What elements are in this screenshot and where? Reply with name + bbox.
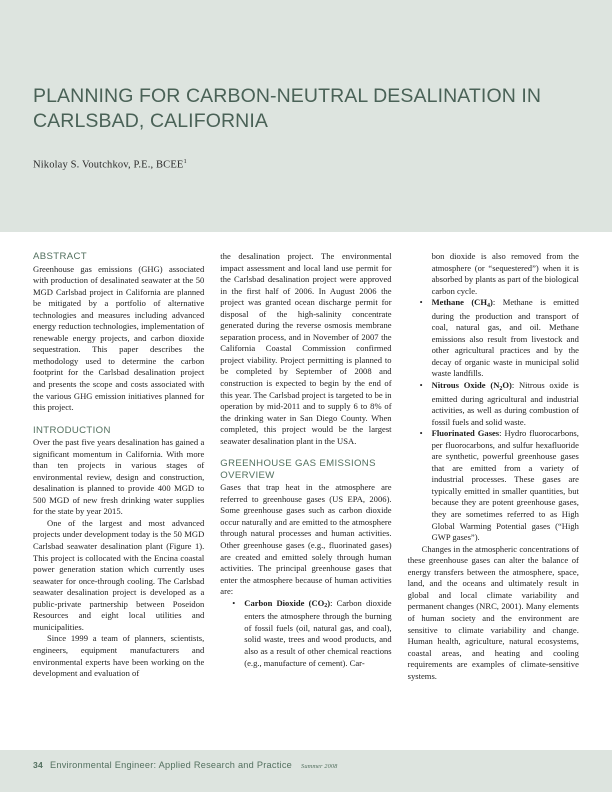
gas-description-nitrous-oxide: : Nitrous oxide is emitted during agricultural and industrial activities, as well as during combustion of fossil fuels and solid waste. (431, 380, 579, 427)
gas-term-subscript: 4 (487, 302, 491, 309)
gas-term-carbon-dioxide (244, 598, 330, 608)
gas-term-subscript: 2 (324, 603, 328, 610)
column-2 (220, 251, 391, 743)
page-title (33, 84, 553, 134)
carbon-continued-text: bon dioxide is also removed from the atmosphere (or “sequestered”) when it is absorbed by plants as part of the biological carbon cycle. (431, 251, 579, 296)
footer-journal-name: Environmental Engineer: Applied Research and Practice (49, 760, 293, 770)
bullet-icon: • (232, 597, 236, 608)
gas-term-text: Nitrous Oxide (N (431, 380, 500, 391)
gas-description-carbon-dioxide: : Carbon dioxide enters the atmosphere through the burning of fossil fuels (oil, natural gas, and coal), solid waste, trees and wood products, and also as a result of other chemical reactions (e.g., manufacture of cement). Car- (244, 597, 392, 668)
author-byline (33, 158, 553, 171)
gas-term-text: Methane (CH (431, 297, 488, 308)
gas-term-subscript: 2 (499, 385, 503, 392)
column-1 (33, 251, 204, 743)
list-item (408, 428, 579, 543)
gas-term-methane (432, 297, 493, 307)
desalination-continued-paragraph: the desalination project. The environmental impact assessment and local land use permit for the Carlsbad desalination project were approved in the first half of 2006. In August 2006 the project was granted ocean discharge permit for disposal of the high-salinity concentrate generated during the reverse osmosis membrane separation process, and in November of 2007 the California Coastal Commission confirmed project viability. Project permitting is planned to be completed by September of 2008 and construction is expected to begin by the end of this year. The Carlsbad project is targeted to be in operation by mid-2011 and to supply 6 to 8% of the drinking water in San Diego County. When completed, this project would be the largest seawater desalination plant in the USA. (220, 251, 392, 446)
article-columns (33, 251, 579, 743)
abstract-heading: ABSTRACT (33, 251, 87, 262)
footer-issue-date: Summer 2008 (301, 763, 338, 770)
author-name: Nikolay S. Voutchkov, P.E., BCEE (33, 159, 184, 171)
footer-page-number: 34 (33, 760, 43, 770)
ghg-overview-heading (220, 458, 391, 481)
column-3 (408, 251, 579, 743)
ghg-heading-line-2: OVERVIEW (220, 469, 275, 481)
title-line-1: PLANNING FOR CARBON-NEUTRAL DESALINATION IN (33, 85, 542, 107)
document-header (33, 84, 553, 171)
abstract-paragraph: Greenhouse gas emissions (GHG) associated with production of desalinated seawater at the 50 MGD Carlsbad project in California are planned be mitigated by a portfolio of alternative technologies and measures including advanced energy reduction technologies, implementation of renewable energy projects, and carbon dioxide sequestration. This paper describes the methodology used to determine the carbon footprint for the Carlsbad desalination project and presents the scope and costs associated with the various GHG emission initiatives planned for this project. (33, 263, 205, 413)
gas-term-text: Carbon Dioxide (CO (244, 597, 325, 608)
bullet-icon: • (419, 380, 423, 391)
title-line-2: CARLSBAD, CALIFORNIA (33, 110, 268, 132)
intro-paragraph-2: One of the largest and most advanced projects under development today is the 50 MGD Carlsbad seawater desalination plant (Figure 1). This project is collocated with the Encina coastal power generation station which currently uses seawater for once-through cooling. The Carlsbad seawater desalination project is developed as a public-private partnership between Poseidon Resources and eight local utilities and municipalities. (33, 517, 205, 632)
intro-paragraph-3: Since 1999 a team of planners, scientists, engineers, equipment manufacturers and environmental experts have been working on the development and evaluation of (33, 633, 205, 679)
greenhouse-gas-list-part-1 (220, 598, 391, 669)
gas-description-methane: : Methane is emitted during the production and transport of coal, natural gas, and oil. Methane emissions also result from livestock and other agricultural practices and by the decay of organic waste in municipal solid waste landfills. (431, 297, 579, 379)
gas-term-close: O) (502, 380, 512, 391)
gas-description-fluorinated-gases: : Hydro fluorocarbons, per fluorocarbons, and sulfur hexafluoride are synthetic, powerful greenhouse gases that are emitted from a variety of industrial processes. These gases are typically emitted in smaller quantities, but because they are potent greenhouse gases, they are sometimes referred to as High Global Warming Potential gases (“High GWP gases”). (431, 428, 579, 543)
gas-term-close: ) (490, 297, 493, 308)
bullet-icon: • (419, 428, 423, 439)
gas-term-fluorinated-gases: Fluorinated Gases (431, 428, 500, 439)
page-footer (33, 760, 337, 770)
closing-paragraph: Changes in the atmospheric concentrations of these greenhouse gases can alter the balance of energy transfers between the atmosphere, space, land, and the oceans and ultimately result in global and local climate variability and permanent changes (NRC, 2001). Many elements of human society and the environment are sensitive to climate variability and change. Human health, agriculture, natural ecosystems, coastal areas, and heating and cooling requirements are examples of climate-sensitive systems. (407, 543, 579, 681)
bullet-icon: • (419, 297, 423, 308)
carbon-dioxide-continuation (408, 251, 579, 297)
list-item (408, 297, 579, 380)
introduction-heading: INTRODUCTION (33, 424, 111, 436)
gas-term-nitrous-oxide (432, 380, 512, 390)
list-item (220, 598, 391, 669)
ghg-heading-line-1: GREENHOUSE GAS EMISSIONS (220, 458, 376, 470)
list-item (408, 380, 579, 428)
gas-term-close: ) (327, 597, 331, 608)
intro-paragraph-1: Over the past five years desalination has gained a significant momentum in California. With more than ten projects in various stages of environmental review, design and construction, desalination is planned to provide 400 MGD to 500 MGD of new fresh drinking water supplies for the state by year 2015. (33, 437, 205, 517)
ghg-overview-paragraph: Gases that trap heat in the atmosphere are referred to greenhouse gases (US EPA, 2006). Some greenhouse gases such as carbon dioxide occur naturally and are emitted to the atmosphere through natural processes and human activities. Other greenhouse gases (e.g., fluorinated gases) are created and emitted solely through human activities. The principal greenhouse gases that enter the atmosphere because of human activities are: (220, 482, 392, 597)
author-footnote-marker: 1 (183, 158, 187, 165)
greenhouse-gas-list-part-2 (408, 251, 579, 544)
